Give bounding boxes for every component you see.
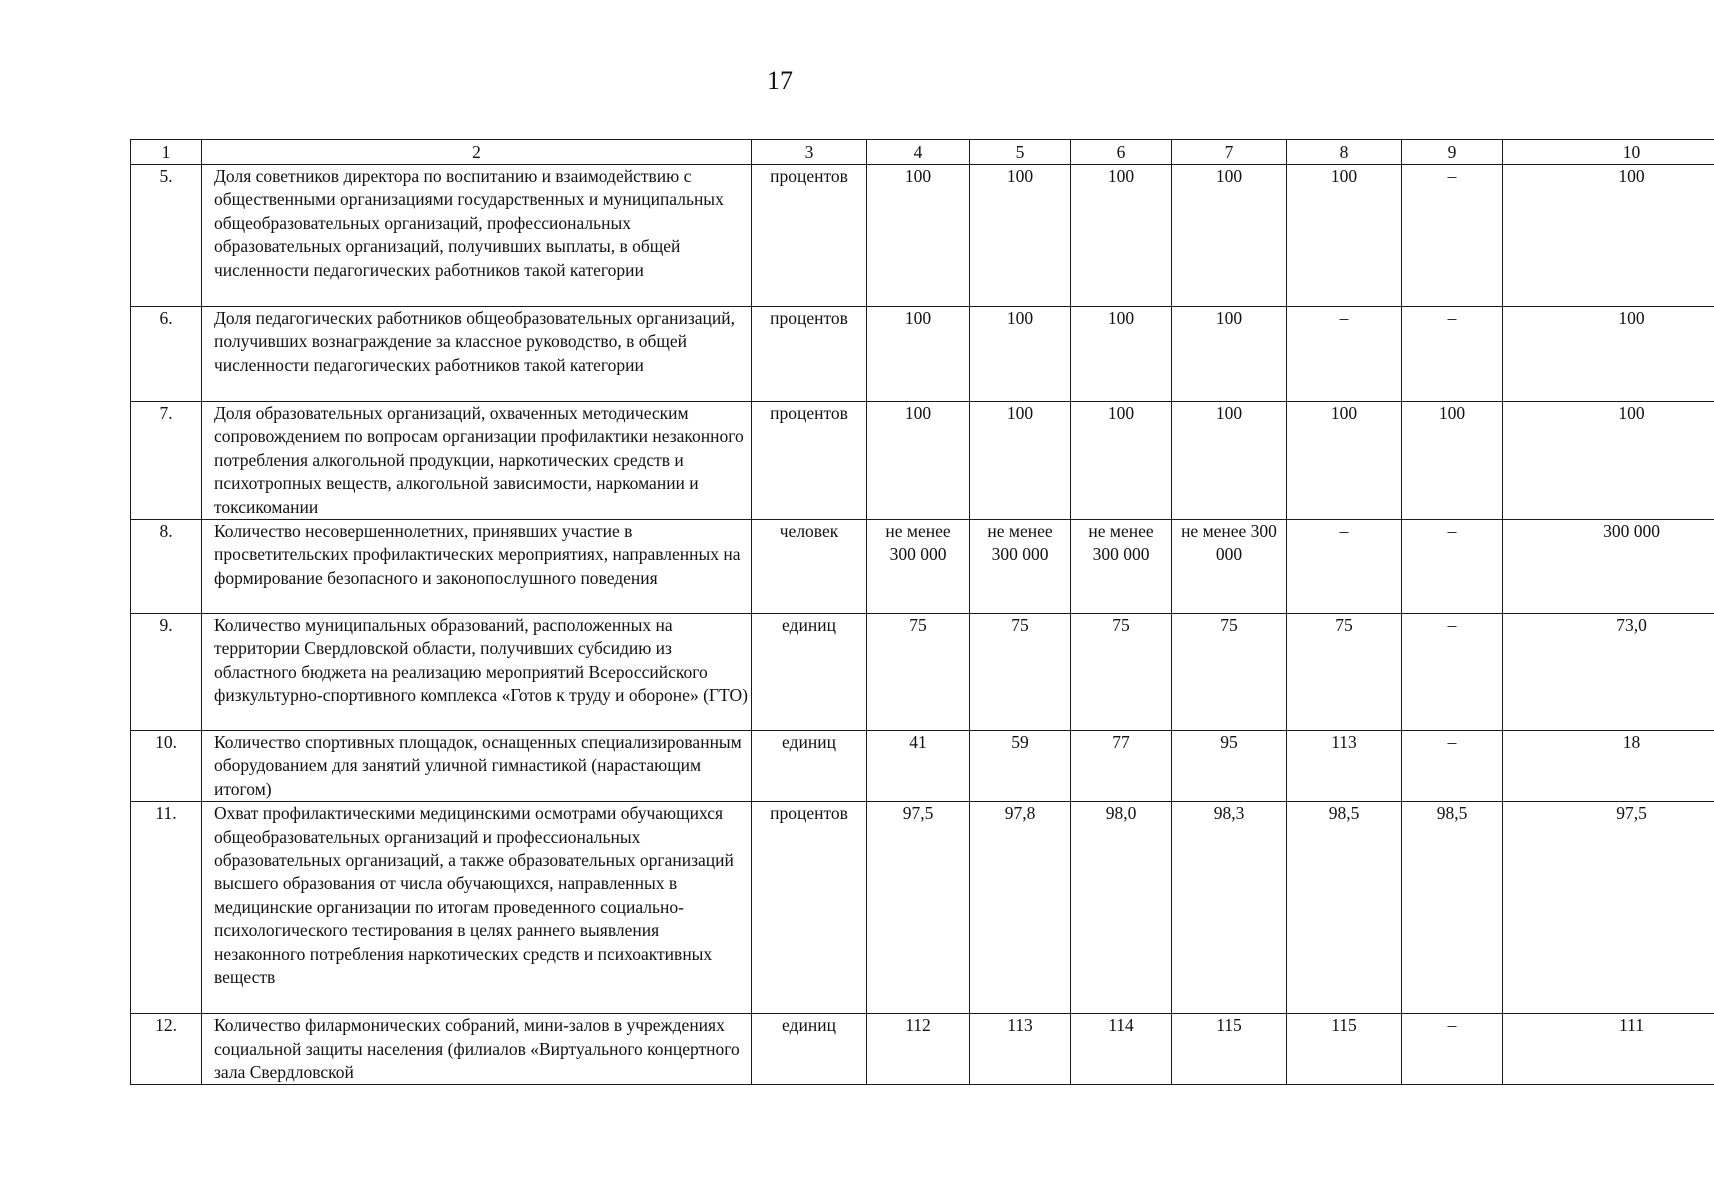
value-col-9: – [1402, 307, 1503, 402]
row-number: 5. [131, 165, 202, 307]
row-number: 6. [131, 307, 202, 402]
row-number: 11. [131, 802, 202, 1014]
value-col-6: 98,0 [1071, 802, 1172, 1014]
value-col-7: 98,3 [1172, 802, 1287, 1014]
value-col-6: 114 [1071, 1014, 1172, 1085]
value-col-9: – [1402, 731, 1503, 802]
unit-cell: процентов [752, 307, 867, 402]
indicator-name: Количество муниципальных образований, расположенных на территории Свердловской области, получивших субсидию из областного бюджета на реализацию мероприятий Всероссийского физкультурно-спортивного комплекса «Готов к труду и обороне» (ГТО) [202, 614, 752, 731]
row-number: 9. [131, 614, 202, 731]
value-col-5: 59 [970, 731, 1071, 802]
row-number: 7. [131, 402, 202, 520]
value-col-6: 100 [1071, 402, 1172, 520]
value-col-7: 115 [1172, 1014, 1287, 1085]
table-body [131, 165, 1714, 1085]
value-col-4: 112 [867, 1014, 970, 1085]
unit-cell: процентов [752, 165, 867, 307]
value-col-9: – [1402, 165, 1503, 307]
row-number: 8. [131, 520, 202, 614]
indicator-name: Доля педагогических работников общеобразовательных организаций, получивших вознаграждение за классное руководство, в общей численности педагогических работников такой категории [202, 307, 752, 402]
row-number: 10. [131, 731, 202, 802]
value-col-10: 100 [1503, 165, 1714, 307]
table-row [131, 731, 1714, 802]
value-col-9: 98,5 [1402, 802, 1503, 1014]
value-col-8: 113 [1287, 731, 1402, 802]
indicator-name: Охват профилактическими медицинскими осмотрами обучающихся общеобразовательных организаций и профессиональных образовательных организаций, а также образовательных организаций высшего образования от числа обучающихся, направленных в медицинские организации по итогам проведенного социально-психологического тестирования в целях раннего выявления незаконного потребления наркотических средств и психоактивных веществ [202, 802, 752, 1014]
indicator-name: Количество спортивных площадок, оснащенных специализированным оборудованием для занятий уличной гимнастикой (нарастающим итогом) [202, 731, 752, 802]
table-row [131, 307, 1714, 402]
value-col-4: 100 [867, 165, 970, 307]
table-row [131, 1014, 1714, 1085]
unit-cell: единиц [752, 731, 867, 802]
indicator-name: Количество филармонических собраний, мини-залов в учреждениях социальной защиты населения (филиалов «Виртуального концертного зала Свердловской [202, 1014, 752, 1085]
table-row [131, 520, 1714, 614]
value-col-7: 95 [1172, 731, 1287, 802]
header-col-3: 3 [752, 140, 867, 165]
value-col-8: 115 [1287, 1014, 1402, 1085]
value-col-6: 75 [1071, 614, 1172, 731]
value-col-9: 100 [1402, 402, 1503, 520]
indicator-name: Доля советников директора по воспитанию и взаимодействию с общественными организациями государственных и муниципальных общеобразовательных организаций, профессиональных образовательных организаций, получивших выплаты, в общей численности педагогических работников такой категории [202, 165, 752, 307]
value-col-10: 73,0 [1503, 614, 1714, 731]
table-header [131, 140, 1714, 165]
value-col-5: 97,8 [970, 802, 1071, 1014]
value-col-8: – [1287, 520, 1402, 614]
header-col-5: 5 [970, 140, 1071, 165]
value-col-6: не менее 300 000 [1071, 520, 1172, 614]
unit-cell: единиц [752, 614, 867, 731]
value-col-6: 100 [1071, 165, 1172, 307]
value-col-8: 100 [1287, 402, 1402, 520]
header-col-4: 4 [867, 140, 970, 165]
page-number: 17 [767, 66, 793, 95]
value-col-5: 100 [970, 165, 1071, 307]
value-col-7: 75 [1172, 614, 1287, 731]
table-row [131, 402, 1714, 520]
indicator-name: Количество несовершеннолетних, принявших участие в просветительских профилактических мероприятиях, направленных на формирование безопасного и законопослушного поведения [202, 520, 752, 614]
table-row [131, 802, 1714, 1014]
value-col-7: не менее 300 000 [1172, 520, 1287, 614]
unit-cell: человек [752, 520, 867, 614]
value-col-9: – [1402, 520, 1503, 614]
header-col-10: 10 [1503, 140, 1714, 165]
value-col-10: 100 [1503, 402, 1714, 520]
value-col-4: не менее 300 000 [867, 520, 970, 614]
value-col-5: 75 [970, 614, 1071, 731]
value-col-7: 100 [1172, 307, 1287, 402]
value-col-4: 97,5 [867, 802, 970, 1014]
value-col-4: 41 [867, 731, 970, 802]
indicators-table [130, 139, 1714, 1085]
row-number: 12. [131, 1014, 202, 1085]
header-col-9: 9 [1402, 140, 1503, 165]
value-col-7: 100 [1172, 402, 1287, 520]
value-col-5: 100 [970, 307, 1071, 402]
table-row [131, 165, 1714, 307]
value-col-8: 75 [1287, 614, 1402, 731]
header-col-7: 7 [1172, 140, 1287, 165]
value-col-4: 100 [867, 307, 970, 402]
value-col-7: 100 [1172, 165, 1287, 307]
value-col-9: – [1402, 1014, 1503, 1085]
value-col-5: не менее 300 000 [970, 520, 1071, 614]
value-col-10: 97,5 [1503, 802, 1714, 1014]
header-col-1: 1 [131, 140, 202, 165]
value-col-4: 75 [867, 614, 970, 731]
value-col-4: 100 [867, 402, 970, 520]
header-col-6: 6 [1071, 140, 1172, 165]
header-row [131, 140, 1714, 165]
indicator-name: Доля образовательных организаций, охваченных методическим сопровождением по вопросам организации профилактики незаконного потребления алкогольной продукции, наркотических средств и психотропных веществ, алкогольной зависимости, наркомании и токсикомании [202, 402, 752, 520]
value-col-5: 113 [970, 1014, 1071, 1085]
unit-cell: процентов [752, 802, 867, 1014]
header-col-2: 2 [202, 140, 752, 165]
table-row [131, 614, 1714, 731]
value-col-8: 100 [1287, 165, 1402, 307]
unit-cell: единиц [752, 1014, 867, 1085]
value-col-10: 100 [1503, 307, 1714, 402]
value-col-10: 111 [1503, 1014, 1714, 1085]
value-col-6: 77 [1071, 731, 1172, 802]
value-col-10: 18 [1503, 731, 1714, 802]
value-col-9: – [1402, 614, 1503, 731]
value-col-10: 300 000 [1503, 520, 1714, 614]
value-col-8: 98,5 [1287, 802, 1402, 1014]
value-col-6: 100 [1071, 307, 1172, 402]
header-col-8: 8 [1287, 140, 1402, 165]
value-col-5: 100 [970, 402, 1071, 520]
unit-cell: процентов [752, 402, 867, 520]
value-col-8: – [1287, 307, 1402, 402]
